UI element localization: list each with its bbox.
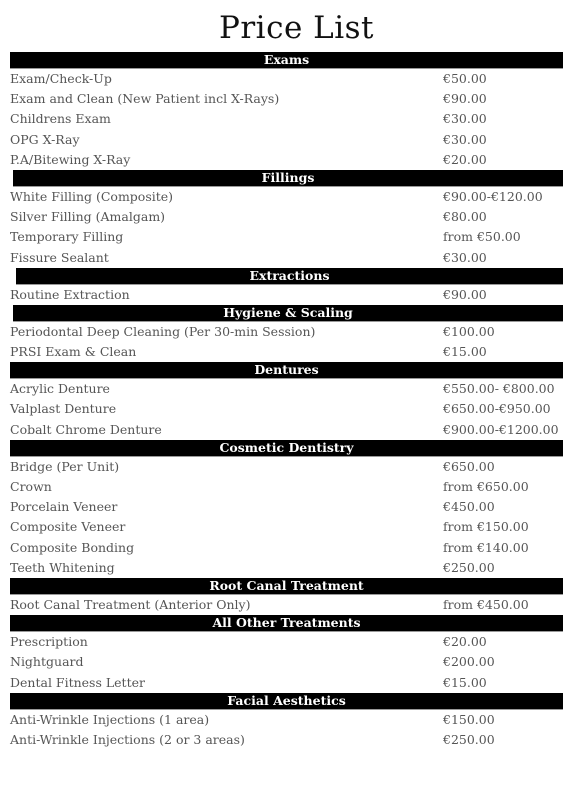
price-row	[0, 558, 573, 578]
price-row	[0, 187, 573, 207]
treatment-price: €30.00	[443, 131, 487, 147]
treatment-name: Prescription	[10, 634, 88, 650]
section-header: Facial Aesthetics	[10, 693, 563, 710]
treatment-name: Fissure Sealant	[10, 249, 109, 265]
treatment-name: Composite Bonding	[10, 539, 135, 555]
treatment-name: Cobalt Chrome Denture	[10, 421, 162, 437]
treatment-name: Bridge (Per Unit)	[10, 458, 120, 474]
treatment-price: €15.00	[443, 674, 487, 690]
section-header: Hygiene & Scaling	[13, 305, 563, 322]
page-title: Price List	[218, 10, 375, 46]
treatment-name: Teeth Whitening	[10, 559, 115, 575]
section-header: Fillings	[13, 170, 563, 187]
treatment-price: €20.00	[443, 634, 487, 650]
treatment-price: €80.00	[443, 209, 487, 225]
treatment-price: €30.00	[443, 111, 487, 127]
treatment-name: Acrylic Denture	[10, 381, 110, 397]
treatment-name: P.A/Bitewing X-Ray	[10, 151, 131, 167]
price-row	[0, 150, 573, 170]
section-header: Cosmetic Dentistry	[10, 440, 563, 457]
section-header: Exams	[10, 52, 563, 69]
treatment-price: €100.00	[443, 323, 495, 339]
treatment-price: €90.00	[443, 286, 487, 302]
treatment-name: Nightguard	[10, 654, 84, 670]
price-row	[0, 285, 573, 305]
treatment-price: €650.00-€950.00	[443, 401, 551, 417]
price-row	[0, 632, 573, 652]
section-header: Extractions	[16, 268, 563, 285]
price-row	[0, 248, 573, 268]
treatment-price: from €650.00	[443, 479, 529, 494]
treatment-price: €150.00	[443, 711, 495, 727]
price-table	[0, 52, 573, 750]
treatment-name: Childrens Exam	[10, 111, 111, 127]
treatment-price: €20.00	[443, 151, 487, 167]
price-row	[0, 517, 573, 537]
treatment-price: €50.00	[443, 71, 487, 86]
price-row	[0, 420, 573, 440]
treatment-name: Porcelain Veneer	[10, 499, 118, 515]
treatment-name: Routine Extraction	[10, 286, 130, 302]
section-header: All Other Treatments	[10, 615, 563, 632]
price-row	[0, 710, 573, 730]
treatment-price: €15.00	[443, 344, 487, 360]
price-row	[0, 497, 573, 517]
price-row	[0, 379, 573, 399]
price-row	[0, 652, 573, 672]
treatment-price: from €140.00	[443, 539, 529, 555]
treatment-price: from €150.00	[443, 519, 529, 535]
price-row	[0, 477, 573, 497]
treatment-name: Silver Filling (Amalgam)	[10, 209, 166, 225]
treatment-price: €900.00-€1200.00	[443, 421, 559, 437]
treatment-price: from €450.00	[443, 596, 529, 612]
treatment-name: Exam/Check-Up	[10, 71, 112, 86]
price-row	[0, 207, 573, 227]
treatment-price: €90.00	[443, 91, 487, 107]
treatment-name: OPG X-Ray	[10, 131, 80, 147]
price-row	[0, 457, 573, 477]
price-row	[0, 595, 573, 615]
price-row	[0, 730, 573, 750]
treatment-name: Root Canal Treatment (Anterior Only)	[10, 596, 251, 612]
treatment-price: €450.00	[443, 499, 495, 515]
price-row	[0, 69, 573, 89]
price-row	[0, 109, 573, 129]
treatment-price: €30.00	[443, 249, 487, 265]
price-row	[0, 130, 573, 150]
section-header: Dentures	[10, 362, 563, 379]
treatment-name: Anti-Wrinkle Injections (2 or 3 areas)	[10, 731, 245, 747]
treatment-name: Composite Veneer	[10, 519, 126, 535]
treatment-price: €250.00	[443, 731, 495, 747]
price-row	[0, 227, 573, 247]
treatment-price: €90.00-€120.00	[443, 188, 543, 204]
treatment-name: Exam and Clean (New Patient incl X-Rays)	[10, 91, 280, 107]
treatment-name: Periodontal Deep Cleaning (Per 30-min Session)	[10, 323, 316, 339]
treatment-price: from €50.00	[443, 229, 521, 245]
price-row	[0, 673, 573, 693]
section-header: Root Canal Treatment	[10, 578, 563, 595]
treatment-name: Temporary Filling	[10, 229, 124, 245]
treatment-price: €550.00- €800.00	[443, 381, 555, 397]
treatment-name: Dental Fitness Letter	[10, 674, 145, 690]
treatment-price: €650.00	[443, 458, 495, 474]
treatment-price: €250.00	[443, 559, 495, 575]
price-row	[0, 322, 573, 342]
treatment-price: €200.00	[443, 654, 495, 670]
treatment-name: Valplast Denture	[10, 401, 117, 417]
price-row	[0, 399, 573, 419]
treatment-name: PRSI Exam & Clean	[10, 344, 137, 360]
treatment-name: White Filling (Composite)	[10, 188, 174, 204]
treatment-name: Anti-Wrinkle Injections (1 area)	[10, 711, 210, 727]
price-row	[0, 538, 573, 558]
treatment-name: Crown	[10, 479, 52, 494]
price-row	[0, 342, 573, 362]
price-row	[0, 89, 573, 109]
